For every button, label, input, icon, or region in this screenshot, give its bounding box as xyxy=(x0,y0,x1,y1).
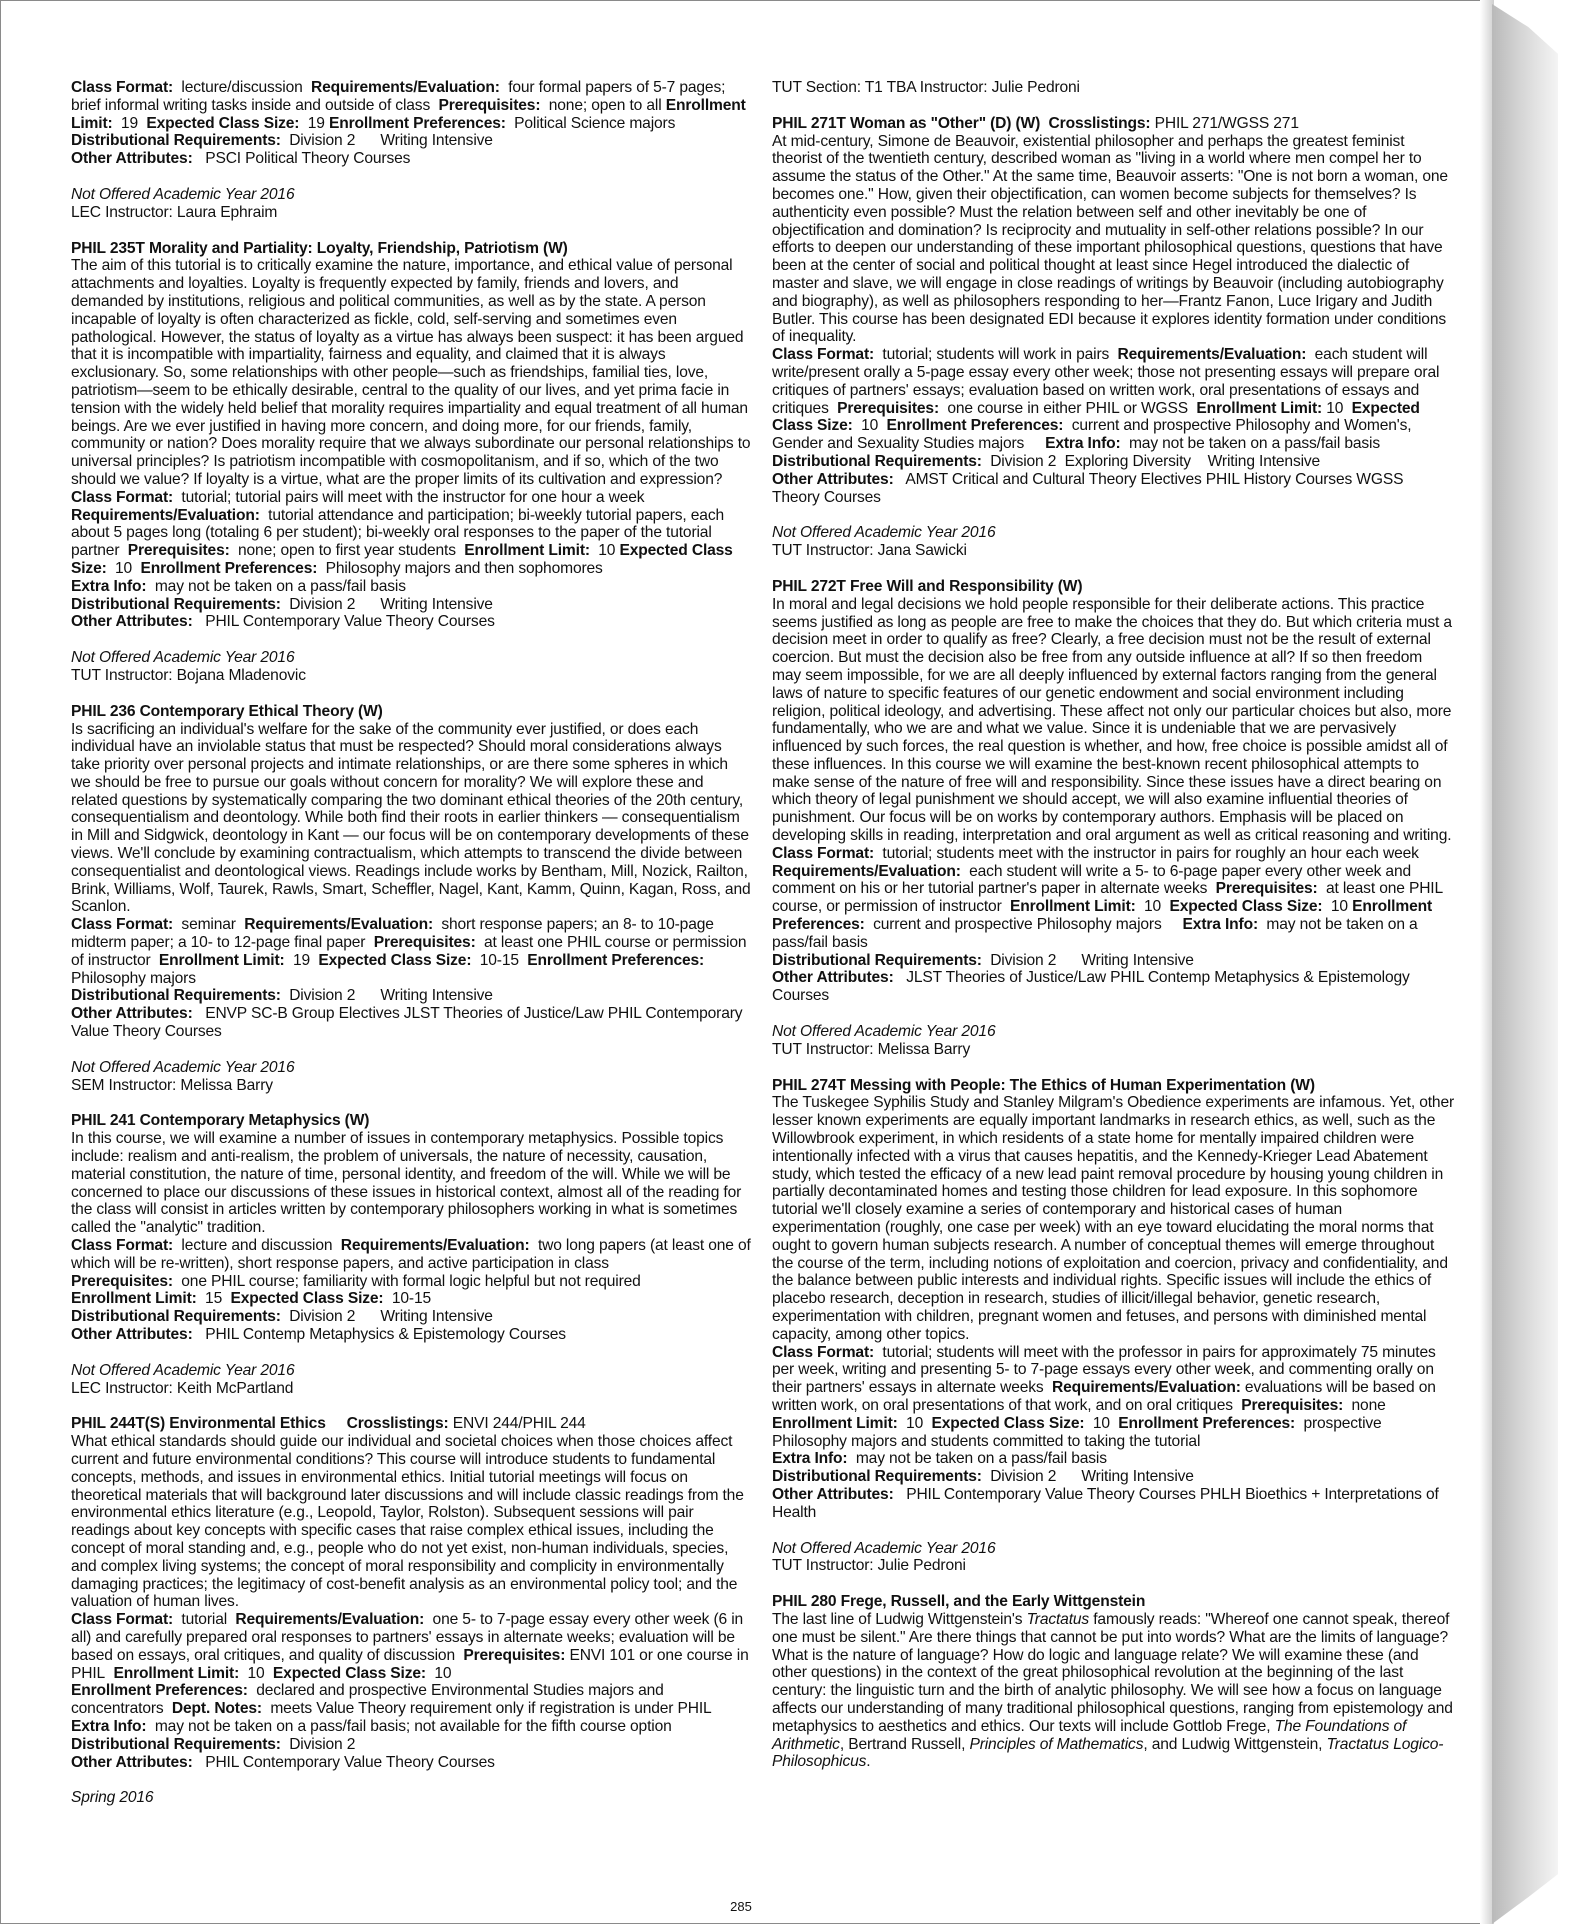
course-description: At mid-century, Simone de Beauvoir, existential philosopher and perhaps the greatest feminist theorist of the twentieth century, described woman as "living in a world where men compel her to assume the status of the Other." At the same time, Beauvoir asserts: "One is not born a woman, one becomes one." How, given their objectification, can women become subjects for themselves? Is authenticity even possible? Must the relation between self and other inevitably be one of objectification and domination? Is reciprocity and mutuality in self-other relations possible? In our efforts to deepen our understanding of these important philosophical questions, questions that have been at the center of social and political thought at least since Hegel introduced the dialectic of master and slave, we will engage in close readings of writings by Beauvoir (including autobiography and biography), as well as philosophers responding to her—Frantz Fanon, Luce Irigary and Judith Butler. This course has been designated EDI because it explores identity formation under conditions of inequality. xyxy=(772,132,1448,346)
section-instructor: TUT Instructor: Jana Sawicki xyxy=(772,542,967,560)
prerequisites-line: Prerequisites: one PHIL course; familiarity with formal logic helpful but not required xyxy=(71,1272,641,1290)
attributes-line: Other Attributes: PSCI Political Theory Courses xyxy=(71,150,411,168)
left-column xyxy=(71,79,751,1823)
section-instructor: SEM Instructor: Melissa Barry xyxy=(71,1076,273,1094)
course-title: PHIL 272T Free Will and Responsibility (W) xyxy=(772,577,1083,595)
offer-status: Not Offered Academic Year 2016 xyxy=(772,1539,996,1557)
section-instructor: TUT Instructor: Bojana Mladenovic xyxy=(71,666,306,684)
distribution-line: Distributional Requirements: Division 2 Exploring Diversity Writing Intensive xyxy=(772,452,1321,470)
extra-info-line: Extra Info: may not be taken on a pass/fail basis xyxy=(772,1450,1107,1468)
enrollment-prefs-line: Enrollment Preferences: declared and prospective Environmental Studies majors and concentrators Dept. Notes: meets Value Theory requirement only if registration is under PHIL xyxy=(71,1682,712,1718)
course-description: The aim of this tutorial is to critically examine the nature, importance, and ethical value of personal attachments and loyalties. Loyalty is frequently expected by family, friends and lovers, and demanded by institutions, religious and political communities, as well as by the state. A person incapable of loyalty is often characterized as fickle, cold, self-serving and sometimes even pathological. However, the status of loyalty as a virtue has always been suspect: it has been argued that it is incompatible with impartiality, fairness and equality, and claimed that it is always exclusionary. So, some relationships with other people—such as friendships, familial ties, love, patriotism—seem to be ethically desirable, central to the quality of our lives, and yet prima facie in tension with the widely held belief that morality requires impartiality and equal treatment of all human beings. Are we ever justified in having more concern, and doing more, for our friends, family, community or nation? Does morality require that we always subordinate our personal relationships to universal principles? Is patriotism incompatible with cosmopolitanism, and if so, which of the two should we value? If loyalty is a virtue, what are the proper limits of its cultivation and expression? xyxy=(71,257,751,488)
extra-info-line: Extra Info: may not be taken on a pass/fail basis; not available for the fifth course option xyxy=(71,1717,672,1735)
course-details: Class Format: seminar Requirements/Evaluation: short response papers; an 8- to 10-page midterm paper; a 10- to 12-page final paper Prerequisites: at least one PHIL course or permission of instructor Enrollment Limit: 19 Expected Class Size: 10-15 Enrollment Preferences: Philosophy majors xyxy=(71,916,747,987)
attributes-line: Other Attributes: ENVP SC-B Group Electives JLST Theories of Justice/Law PHIL Contemporary Value Theory Courses xyxy=(71,1005,743,1041)
distribution-line: Distributional Requirements: Division 2 xyxy=(71,1735,356,1753)
section-info xyxy=(772,79,1454,97)
course-description: The Tuskegee Syphilis Study and Stanley Milgram's Obedience experiments are infamous. Yet, other lesser known experiments are equally important landmarks in research ethics, as well, such as the Willowbrook experiment, in which residents of a state home for mentally impaired children were intentionally infected with a virus that causes hepatitis, and the Kennedy-Krieger Lead Abatement study, which tested the efficacy of a new lead paint removal procedure by housing young children in partially decontaminated homes and testing those children for lead exposure. In this sophomore tutorial we'll closely examine a series of contemporary and historical cases of human experimentation (roughly, one case per week) with an eye toward elucidating the moral norms that ought to govern human subjects research. A number of conceptual themes will emerge throughout the course of the term, including notions of exploitation and coercion, privacy and confidentiality, and the balance between public interests and individual rights. Specific issues will include the ethics of placebo research, deception in research, studies of illicit/illegal behavior, genetic research, experimentation with children, pregnant women and fetuses, and persons with diminished mental capacity, among other topics. xyxy=(772,1094,1455,1343)
course-description: What ethical standards should guide our individual and societal choices when those choices affect current and future environmental conditions? This course will introduce students to fundamental concepts, methods, and issues in environmental ethics. Initial tutorial meetings will focus on theoretical materials that will background later discussions and will include classic readings from the environmental ethics literature (e.g., Leopold, Taylor, Rolston). Subsequent sessions will pair readings about key concepts with specific cases that raise complex ethical issues, including the concept of moral standing and, e.g., people who do not yet exist, non-human individuals, species, and complex living systems; the concept of moral responsibility and complicity in environmentally damaging practices; the legitimacy of cost-benefit analysis as an environmental policy tool; and the valuation of human lives. xyxy=(71,1433,744,1611)
page-number: 285 xyxy=(730,1899,752,1914)
distribution-line: Distributional Requirements: Division 2 Writing Intensive xyxy=(71,1308,493,1326)
offering-info xyxy=(772,524,1454,560)
attributes-line: Other Attributes: PHIL Contemp Metaphysics & Epistemology Courses xyxy=(71,1326,566,1343)
course-description: In moral and legal decisions we hold people responsible for their deliberate actions. This practice seems justified as long as people are free to make the choices that they do. But which criteria must a decision meet in order to qualify as free? Clearly, a free decision must not be the result of external coercion. But must the decision also be free from any outside influence at all? If so then freedom may seem impossible, for we are all deeply influenced by external factors ranging from the general laws of nature to specific features of our genetic endowment and social environment including religion, political ideology, and advertising. These affect not only our particular choices but also, more fundamentally, who we are and what we value. Since it is undeniable that we are pervasively influenced by such forces, the real question is whether, and how, free choice is possible amidst all of these influences. In this course we will examine the best-known recent philosophical attempts to make sense of the nature of free will and responsibility. Since these issues have a direct bearing on which theory of legal punishment we should accept, we will also examine influential theories of punishment. Our focus will be on works by contemporary authors. Emphasis will be placed on developing skills in reading, interpretation and oral argument as well as critical reasoning and writing. xyxy=(772,595,1452,845)
course-title: PHIL 280 Frege, Russell, and the Early Wittgenstein xyxy=(772,1593,1146,1611)
course-title: PHIL 236 Contemporary Ethical Theory (W) xyxy=(71,702,383,720)
offering-info xyxy=(71,1059,751,1095)
enrollment-line: Enrollment Limit: 15 Expected Class Size: 10-15 xyxy=(71,1290,431,1308)
distribution-line: Distributional Requirements: Division 2 Writing Intensive xyxy=(71,987,493,1005)
attributes-line: Other Attributes: PHIL Contemporary Value Theory Courses xyxy=(71,1753,495,1771)
course-title: PHIL 244T(S) Environmental Ethics xyxy=(71,1415,326,1433)
course-details: Class Format: tutorial; students meet with the instructor in pairs for roughly an hour each week Requirements/Evaluation: each student will write a 5- to 6-page paper every other week and comment on his or her tutorial partner's paper in alternate weeks Prerequisites: at least one PHIL course, or permission of instructor Enrollment Limit: 10 Expected Class Size: 10 Enrollment Preferences: current and prospective Philosophy majors Extra Info: may not be taken on a pass/fail basis xyxy=(772,844,1443,951)
course-title: PHIL 235T Morality and Partiality: Loyalty, Friendship, Patriotism (W) xyxy=(71,239,568,257)
term-label: Spring 2016 xyxy=(71,1789,154,1807)
section-instructor: LEC Instructor: Keith McPartland xyxy=(71,1379,294,1397)
right-column xyxy=(772,79,1454,1789)
attributes-line: Other Attributes: PHIL Contemporary Value Theory Courses xyxy=(71,613,495,631)
distribution-line: Distributional Requirements: Division 2 Writing Intensive xyxy=(772,951,1194,969)
distribution-line: Distributional Requirements: Division 2 Writing Intensive xyxy=(772,1468,1194,1486)
course-entry xyxy=(772,1593,1454,1771)
section-instructor: TUT Section: T1 TBA Instructor: Julie Pedroni xyxy=(772,79,1080,96)
course-entry xyxy=(71,703,751,1041)
course-entry xyxy=(71,79,751,168)
offering-info xyxy=(772,1540,1454,1576)
course-description: Is sacrificing an individual's welfare for the sake of the community ever justified, or does each individual have an inviolable status that must be respected? Should moral considerations always take priority over personal projects and intimate relationships, or are there some spheres in which we should be free to pursue our goals without concern for morality? We will explore these and related questions by systematically comparing the two dominant ethical theories of the 20th century, consequentialism and deontology. While both find their roots in earlier thinkers — consequentialism in Mill and Sidgwick, deontology in Kant — our focus will be on contemporary developments of these views. We'll conclude by examining contractualism, which attempts to transcend the divide between consequentialist and deontological views. Readings include works by Bentham, Mill, Nozick, Railton, Brink, Williams, Wolf, Taurek, Rawls, Smart, Scheffler, Nagel, Kant, Kamm, Quinn, Kagan, Ross, and Scanlon. xyxy=(71,720,751,916)
distribution-line: Distributional Requirements: Division 2 Writing Intensive xyxy=(71,595,493,613)
offering-info xyxy=(71,649,751,685)
distribution-line: Distributional Requirements: Division 2 Writing Intensive xyxy=(71,132,493,150)
course-entry xyxy=(71,1112,751,1343)
offer-status: Not Offered Academic Year 2016 xyxy=(71,185,295,203)
section-instructor: TUT Instructor: Julie Pedroni xyxy=(772,1557,966,1575)
course-entry xyxy=(772,578,1454,1005)
course-details: Class Format: lecture and discussion Requirements/Evaluation: two long papers (at least one of which will be re-written), short response papers, and active participation in class xyxy=(71,1237,751,1272)
course-title: PHIL 274T Messing with People: The Ethics of Human Experimentation (W) xyxy=(772,1076,1315,1094)
section-instructor: TUT Instructor: Melissa Barry xyxy=(772,1040,971,1058)
offer-status: Not Offered Academic Year 2016 xyxy=(71,649,295,667)
attributes-line: Other Attributes: PHIL Contemporary Value Theory Courses PHLH Bioethics + Interpretations of Health xyxy=(772,1485,1439,1521)
course-entry xyxy=(772,1077,1454,1522)
course-entry xyxy=(772,115,1454,507)
offering-info xyxy=(71,186,751,222)
offer-status: Not Offered Academic Year 2016 xyxy=(71,1058,295,1076)
page-curl-edge xyxy=(1480,0,1494,1924)
attributes-line: Other Attributes: JLST Theories of Justice/Law PHIL Contemp Metaphysics & Epistemology Courses xyxy=(772,969,1410,1005)
extra-info-line: Extra Info: may not be taken on a pass/fail basis xyxy=(71,577,406,595)
course-entry xyxy=(71,240,751,632)
section-instructor: LEC Instructor: Laura Ephraim xyxy=(71,203,278,221)
course-details: Class Format: tutorial; students will work in pairs Requirements/Evaluation: each student will write/present orally a 5-page essay every other week; those not presenting essays will prepare oral critiques of partners' essays; evaluation based on written work, oral presentations of essays and critiques Prerequisites: one course in either PHIL or WGSS Enrollment Limit: 10 Expected Class Size: 10 Enrollment Preferences: current and prospective Philosophy and Women's, Gender and Sexuality Studies majors Extra Info: may not be taken on a pass/fail basis xyxy=(772,346,1440,453)
course-description: The last line of Ludwig Wittgenstein's Tractatus famously reads: "Whereof one cannot speak, thereof one must be silent." Are there things that cannot be put into words? What are the limits of language? What is the nature of language? How do logic and language relate? We will examine these (and other questions) in the context of the great philosophical revolution at the beginning of the last century: the linguistic turn and the birth of analytic philosophy. We will see how a focus on language affects our understanding of many traditional philosophical questions, ranging from epistemology and metaphysics to aesthetics and ethics. Our texts will include Gottlob Frege, The Foundations of Arithmetic, Bertrand Russell, Principles of Mathematics, and Ludwig Wittgenstein, Tractatus Logico-Philosophicus. xyxy=(772,1610,1453,1771)
course-title: PHIL 271T Woman as "Other" (D) (W) xyxy=(772,114,1041,132)
offer-status: Not Offered Academic Year 2016 xyxy=(71,1361,295,1379)
page-stack-shadow xyxy=(1492,4,1558,1924)
course-title-line: PHIL 244T(S) Environmental Ethics Crosslistings: ENVI 244/PHIL 244 xyxy=(71,1415,586,1433)
course-details: Class Format: tutorial; tutorial pairs will meet with the instructor for one hour a week Requirements/Evaluation: tutorial attendance and participation; bi-weekly tutorial papers, each about 5 pages long (totaling 6 per student); bi-weekly oral responses to the paper of the tutorial partner Prerequisites: none; open to first year students Enrollment Limit: 10 Expected Class Size: 10 Enrollment Preferences: Philosophy majors and then sophomores xyxy=(71,488,733,577)
course-details: Class Format: tutorial Requirements/Evaluation: one 5- to 7-page essay every other week (6 in all) and carefully prepared oral responses to partners' essays in alternate weeks; evaluation will be based on essays, oral critiques, and quality of discussion Prerequisites: ENVI 101 or one course in PHIL Enrollment Limit: 10 Expected Class Size: 10 xyxy=(71,1611,749,1682)
course-entry xyxy=(71,1415,751,1771)
course-description: In this course, we will examine a number of issues in contemporary metaphysics. Possible topics include: realism and anti-realism, the problem of universals, the nature of necessity, causation, material constitution, the nature of time, personal identity, and freedom of the will. While we will be concerned to place our discussions of these issues in historical context, almost all of the reading for the class will consist in articles written by contemporary philosophers working in what is sometimes called the "analytic" tradition. xyxy=(71,1130,742,1237)
course-details: Class Format: lecture/discussion Requirements/Evaluation: four formal papers of 5-7 pages; brief informal writing tasks inside and outside of class Prerequisites: none; open to all Enrollment Limit: 19 Expected Class Size: 19 Enrollment Preferences: Political Science majors xyxy=(71,79,746,132)
offering-info xyxy=(71,1362,751,1398)
offer-status: Not Offered Academic Year 2016 xyxy=(772,524,996,542)
offer-status: Not Offered Academic Year 2016 xyxy=(772,1023,996,1041)
offering-info xyxy=(772,1023,1454,1059)
course-details: Class Format: tutorial; students will meet with the professor in pairs for approximately 75 minutes per week, writing and presenting 5- to 7-page essays every other week, and commenting orally on their partners' essays in alternate weeks Requirements/Evaluation: evaluations will be based on written work, on oral presentations of that work, and on oral critiques Prerequisites: none Enrollment Limit: 10 Expected Class Size: 10 Enrollment Preferences: prospective Philosophy majors and students committed to taking the tutorial xyxy=(772,1343,1436,1450)
course-title: PHIL 241 Contemporary Metaphysics (W) xyxy=(71,1112,370,1130)
course-title-line: PHIL 271T Woman as "Other" (D) (W) Crosslistings: PHIL 271/WGSS 271 xyxy=(772,114,1299,132)
attributes-line: Other Attributes: AMST Critical and Cultural Theory Electives PHIL History Courses WGSS Theory Courses xyxy=(772,470,1404,506)
